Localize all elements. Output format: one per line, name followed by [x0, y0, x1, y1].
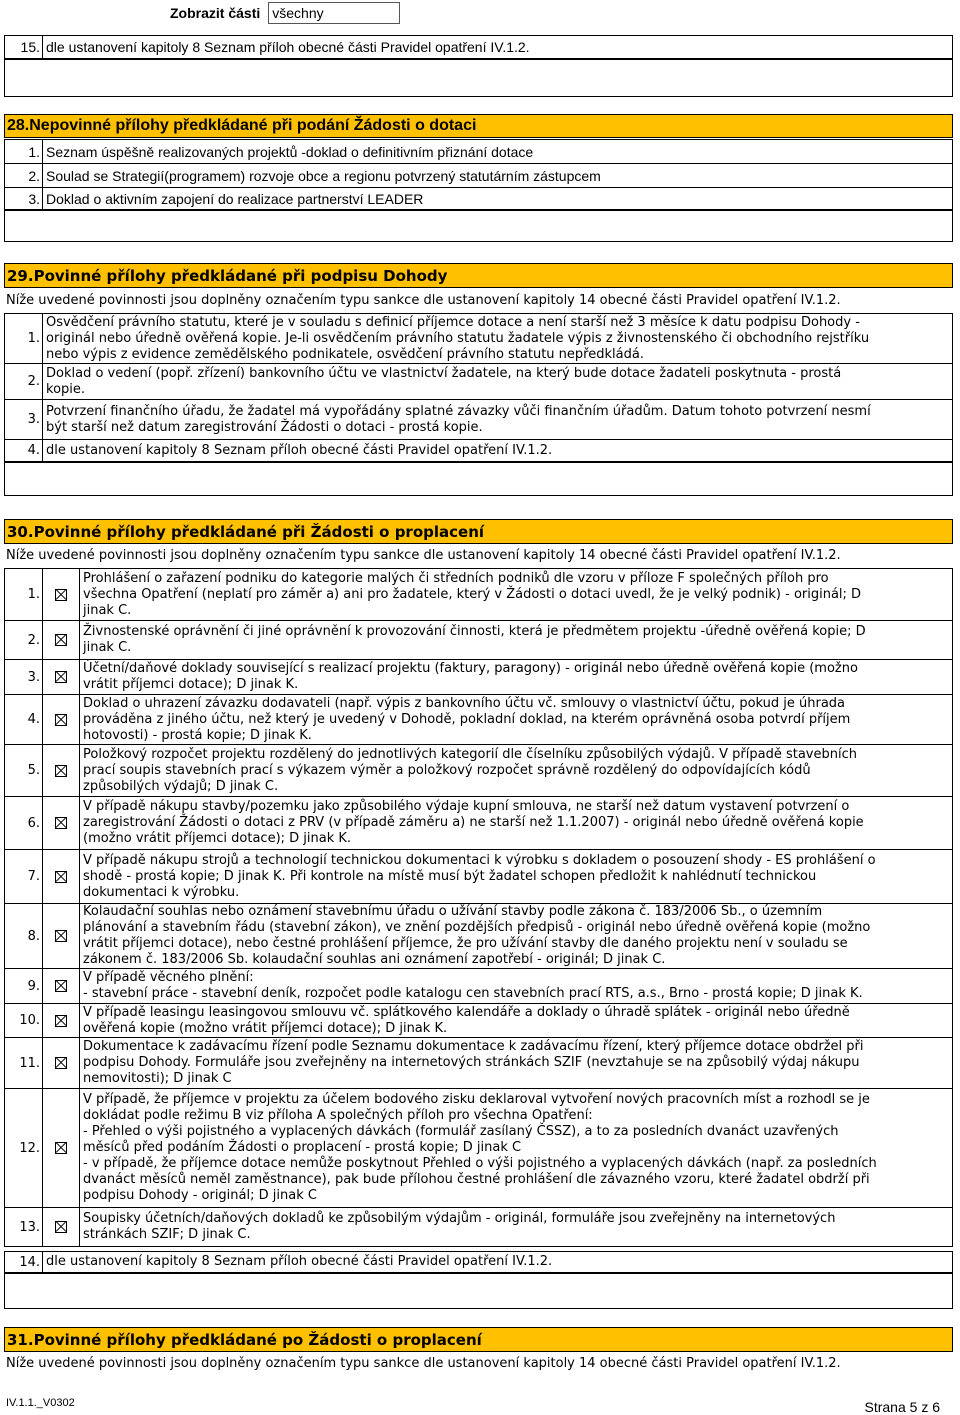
row-number: 2. — [5, 364, 43, 399]
row-number: 15. — [5, 36, 43, 58]
row-text-line: nemovitosti); D jinak C — [83, 1071, 232, 1086]
row-text-line: originál nebo úředně ověřená kopie. Je-li osvědčením právního statutu žadatele výpis z živnostenského či obchodního rejstříku — [46, 330, 870, 346]
checkbox-cross-icon — [55, 1057, 67, 1069]
row-text — [43, 314, 952, 363]
row-text-line: podpisu Dohody - originál; D jinak C — [83, 1188, 317, 1203]
row-text — [80, 621, 952, 659]
table-row — [4, 35, 953, 59]
checkbox-cross-icon — [55, 980, 67, 992]
row-text-line: stránkách SZIF; D jinak C. — [83, 1227, 251, 1242]
row-text-line: (možno vrátit příjemci dotace); D jinak K. — [83, 831, 352, 846]
checked-box — [43, 1089, 80, 1207]
row-number: 13. — [5, 1208, 43, 1246]
table-row — [4, 1207, 953, 1247]
row-number: 2. — [5, 164, 43, 187]
checked-box — [43, 904, 80, 968]
section-30-note: Níže uvedené povinnosti jsou doplněny označením typu sankce dle ustanovení kapitoly 14 obecné části Pravidel opatření IV.1.2. — [6, 548, 841, 563]
blank-row — [4, 59, 953, 97]
checkbox-cross-icon — [55, 1015, 67, 1027]
row-number: 8. — [5, 904, 43, 968]
row-text — [80, 745, 952, 796]
row-text-line: dle ustanovení kapitoly 8 Seznam příloh obecné části Pravidel opatření IV.1.2. — [46, 442, 553, 458]
checkbox-cross-icon — [55, 1221, 67, 1233]
row-text-line: podpisu Dohody. Formuláře jsou zveřejněny na internetových stránkách SZIF (nevztahuje se na způsobilý výdaj nákupu — [83, 1055, 860, 1070]
row-text — [80, 797, 952, 849]
row-text-line: dokumentaci k výrobku. — [83, 884, 240, 900]
table-row — [4, 313, 953, 363]
row-text: dle ustanovení kapitoly 8 Seznam příloh obecné části Pravidel opatření IV.1.2. — [46, 39, 530, 55]
checkbox-cross-icon — [55, 589, 67, 601]
checked-box — [43, 660, 80, 694]
table-row — [4, 399, 953, 439]
row-text — [80, 1208, 952, 1246]
blank-row — [4, 462, 953, 496]
section-29-note: Níže uvedené povinnosti jsou doplněny označením typu sankce dle ustanovení kapitoly 14 obecné části Pravidel opatření IV.1.2. — [6, 293, 841, 308]
display-sections-bar — [170, 1, 400, 25]
blank-row — [4, 1273, 953, 1309]
row-text-line: Doklad o vedení (popř. zřízení) bankovního účtu ve vlastnictví žadatele, na který bude dotace žadateli poskytnuta - prostá — [46, 365, 842, 381]
checked-box — [43, 695, 80, 744]
row-text — [43, 364, 952, 399]
checkbox-cross-icon — [55, 817, 67, 829]
table-row — [4, 568, 953, 620]
row-text-line: Prohlášení o zařazení podniku do kategorie malých či středních podniků dle vzoru v příloze F společných příloh pro — [83, 570, 829, 586]
checkbox-cross-icon — [55, 930, 67, 942]
section-31-header: 31.Povinné přílohy předkládané po Žádosti o proplacení — [4, 1327, 953, 1352]
table-row — [4, 439, 953, 462]
row-number: 1. — [5, 314, 43, 363]
row-text — [80, 1089, 952, 1207]
row-number: 5. — [5, 745, 43, 796]
row-number: 2. — [5, 621, 43, 659]
row-text-line: V případě, že příjemce v projektu za účelem bodového zisku deklaroval vytvoření nových pracovních míst a rozhodl se je — [83, 1092, 870, 1107]
table-row — [4, 363, 953, 399]
checked-box — [43, 797, 80, 849]
footer-page: Strana 5 z 6 — [864, 1399, 940, 1415]
table-row — [4, 620, 953, 659]
table-row — [4, 1088, 953, 1207]
table-row — [4, 849, 953, 903]
section-31-note: Níže uvedené povinnosti jsou doplněny označením typu sankce dle ustanovení kapitoly 14 obecné části Pravidel opatření IV.1.2. — [6, 1356, 841, 1371]
row-number: 11. — [5, 1038, 43, 1088]
row-text-line: Potvrzení finančního úřadu, že žadatel má vypořádány splatné závazky vůči finančním úřadům. Datum tohoto potvrzení nesmí — [46, 403, 871, 419]
row-text: Soulad se Strategií(programem) rozvoje obce a regionu potvrzený statutárním zástupcem — [46, 167, 601, 184]
table-row — [4, 187, 953, 210]
checked-box — [43, 569, 80, 620]
row-text-line: všechna Opatření (neplatí pro záměr a) ani pro žadatele, který v Žádosti o dotaci uvedl, že je velký podnik) - originál; D — [83, 586, 862, 602]
checked-box — [43, 1004, 80, 1037]
row-text-line: plánování a stavebním řádu (stavební zákon), ve znění pozdějších předpisů - originál nebo úředně ověřená kopie (možno — [83, 920, 871, 935]
row-text-line: V případě věcného plnění: — [83, 970, 254, 985]
row-text-line: shodě - prostá kopie; D jinak K. Při kontrole na místě musí být žadatel schopen předložit k nahlédnutí technickou — [83, 868, 817, 884]
row-text — [80, 904, 952, 968]
checked-box — [43, 850, 80, 903]
row-text — [80, 969, 952, 1003]
row-number: 3. — [5, 660, 43, 694]
checkbox-cross-icon — [55, 871, 67, 883]
row-text-line: zákonem č. 183/2006 Sb. kolaudační souhlas ani oznámení zapotřebí - originál; D jinak C. — [83, 952, 666, 967]
blank-row — [4, 210, 953, 242]
row-text-line: - stavební práce - stavební deník, rozpočet podle katalogu cen stavebních prací RTS, a.s., Brno - prostá kopie; D jinak K. — [83, 986, 863, 1001]
table-row — [4, 1251, 953, 1273]
display-sections-select[interactable]: všechny — [268, 2, 400, 24]
row-text — [80, 1004, 952, 1037]
section-28-header: 28.Nepovinné přílohy předkládané při podání Žádosti o dotaci — [4, 114, 953, 138]
table-row — [4, 796, 953, 849]
row-text: Doklad o aktivním zapojení do realizace partnerství LEADER — [46, 190, 424, 207]
checkbox-cross-icon — [55, 634, 67, 646]
row-text-line: Položkový rozpočet projektu rozdělený do jednotlivých kategorií dle číselníku způsobilých výdajů. V případě stavebních — [83, 746, 857, 762]
row-number: 6. — [5, 797, 43, 849]
checkbox-cross-icon — [55, 1142, 67, 1154]
row-text-line: Doklad o uhrazení závazku dodavateli (např. výpis z bankovního účtu vč. smlouvy o vlastnictví účtu, pokud je úhrada — [83, 695, 846, 711]
row-number: 3. — [5, 400, 43, 439]
row-text — [43, 400, 952, 439]
row-text-line: měsíců před podáním Žádosti o proplacení - prostá kopie; D jinak C — [83, 1140, 522, 1155]
footer-code: IV.1.1._V0302 — [6, 1397, 75, 1409]
row-number: 12. — [5, 1089, 43, 1207]
checked-box — [43, 745, 80, 796]
row-text-line: V případě leasingu leasingovou smlouvu vč. splátkového kalendáře a doklady o úhradě splátek - originál nebo úředně — [83, 1004, 850, 1020]
row-text-line: V případě nákupu stavby/pozemku jako způsobilého výdaje kupní smlouva, ne starší než datum vystavení potvrzení o — [83, 799, 850, 814]
table-row — [4, 903, 953, 968]
checkbox-cross-icon — [55, 765, 67, 777]
row-text-line: nebo výpis z evidence zemědělského podnikatele, osvědčení právního statutu nepředkládá. — [46, 346, 644, 362]
table-row — [4, 163, 953, 187]
checked-box — [43, 1208, 80, 1246]
checked-box — [43, 621, 80, 659]
display-sections-label: Zobrazit části — [170, 5, 261, 21]
table-row — [4, 139, 953, 163]
table-row — [4, 744, 953, 796]
table-row — [4, 968, 953, 1003]
row-number: 1. — [5, 569, 43, 620]
row-text-line: dokládat podle režimu B viz příloha A společných příloh pro všechna Opatření: — [83, 1108, 593, 1123]
row-text-line: prováděna z jiného účtu, než který je uvedený v Dohodě, pokladní doklad, na kterém oprávněná osoba potvrdí příjem — [83, 711, 851, 727]
row-text-line: vrátit příjemci dotace), nebo čestné prohlášení příjemce, že pro užívání stavby dle daného projektu není v souladu se — [83, 936, 848, 951]
checkbox-cross-icon — [55, 714, 67, 726]
row-number: 10. — [5, 1004, 43, 1037]
row-text: Seznam úspěšně realizovaných projektů -doklad o definitivním přiznání dotace — [46, 143, 534, 160]
row-text-line: jinak C. — [83, 640, 132, 655]
table-row — [4, 1003, 953, 1037]
row-number: 7. — [5, 850, 43, 903]
row-number: 3. — [5, 188, 43, 209]
table-row — [4, 659, 953, 694]
row-number: 4. — [5, 440, 43, 461]
row-text-line: být starší než datum zaregistrování Žádosti o dotaci - prostá kopie. — [46, 419, 483, 435]
row-text-line: vrátit příjemci dotace); D jinak K. — [83, 677, 299, 692]
checkbox-cross-icon — [55, 671, 67, 683]
row-number: 1. — [5, 140, 43, 163]
checked-box — [43, 969, 80, 1003]
row-text-line: - v případě, že příjemce dotace nemůže poskytnout Přehled o výši pojistného a vyplacených dávkách (např. za posledních — [83, 1156, 877, 1171]
row-text-line: ověřená kopie (možno vrátit příjemci dotace); D jinak K. — [83, 1020, 448, 1036]
row-text-line: Kolaudační souhlas nebo oznámení stavebnímu úřadu o užívání stavby podle zákona č. 183/2006 Sb., o územním — [83, 904, 823, 919]
table-row — [4, 694, 953, 744]
row-number: 9. — [5, 969, 43, 1003]
row-text-line: způsobilých výdajů; D jinak C. — [83, 778, 279, 794]
row-text-line: hotovosti) - prostá kopie; D jinak K. — [83, 727, 312, 743]
row-text — [80, 850, 952, 903]
row-text-line: jinak C. — [83, 602, 132, 618]
row-text: dle ustanovení kapitoly 8 Seznam příloh obecné části Pravidel opatření IV.1.2. — [46, 1254, 553, 1269]
row-text-line: zaregistrování Žádosti o dotaci z PRV (v případě záměru a) ne starší než 1.1.2007) - originál nebo úředně ověřená kopie — [83, 815, 864, 830]
section-29-header: 29.Povinné přílohy předkládané při podpisu Dohody — [4, 263, 953, 288]
row-text — [80, 569, 952, 620]
row-text-line: prací soupis stavebních prací s výkazem výměr a položkový rozpočet správně rozdělený do odpovídajících kódů — [83, 762, 811, 778]
row-text — [80, 695, 952, 744]
section-30-header: 30.Povinné přílohy předkládané při Žádosti o proplacení — [4, 519, 953, 544]
row-number: 14. — [5, 1252, 43, 1272]
row-text-line: V případě nákupu strojů a technologií technickou dokumentaci k výrobku s dokladem o posouzení shody - ES prohlášení o — [83, 852, 876, 868]
row-text-line: Dokumentace k zadávacímu řízení podle Seznamu dokumentace k zadávacímu řízení, který příjemce dotace obdržel při — [83, 1039, 864, 1054]
row-text-line: Účetní/daňové doklady související s realizací projektu (faktury, paragony) - originál nebo úředně ověřená kopie (možno — [83, 661, 858, 676]
row-text — [80, 660, 952, 694]
row-text-line: Soupisky účetních/daňových dokladů ke způsobilým výdajům - originál, formuláře jsou zveřejněny na internetových — [83, 1211, 836, 1226]
row-text-line: Živnostenské oprávnění či jiné oprávnění k provozování činnosti, která je předmětem projektu -úředně ověřená kopie; D — [83, 624, 866, 639]
row-text-line: kopie. — [46, 381, 86, 397]
row-text-line: - Přehled o výši pojistného a vyplacených dávkách (formulář zasílaný ČSSZ), a to za posledních dvanáct uzavřených — [83, 1124, 839, 1139]
table-row — [4, 1037, 953, 1088]
checked-box — [43, 1038, 80, 1088]
row-text-line: Osvědčení právního statutu, které je v souladu s definicí příjemce dotace a není starší než 3 měsíce k datu podpisu Dohody - — [46, 314, 860, 330]
row-number: 4. — [5, 695, 43, 744]
row-text — [80, 1038, 952, 1088]
row-text — [43, 440, 952, 461]
row-text-line: dvanáct měsíců neměl zaměstnance), pak bude přílohou čestné prohlášení dle závazného vzoru, které žadatel obdrží při — [83, 1172, 870, 1187]
